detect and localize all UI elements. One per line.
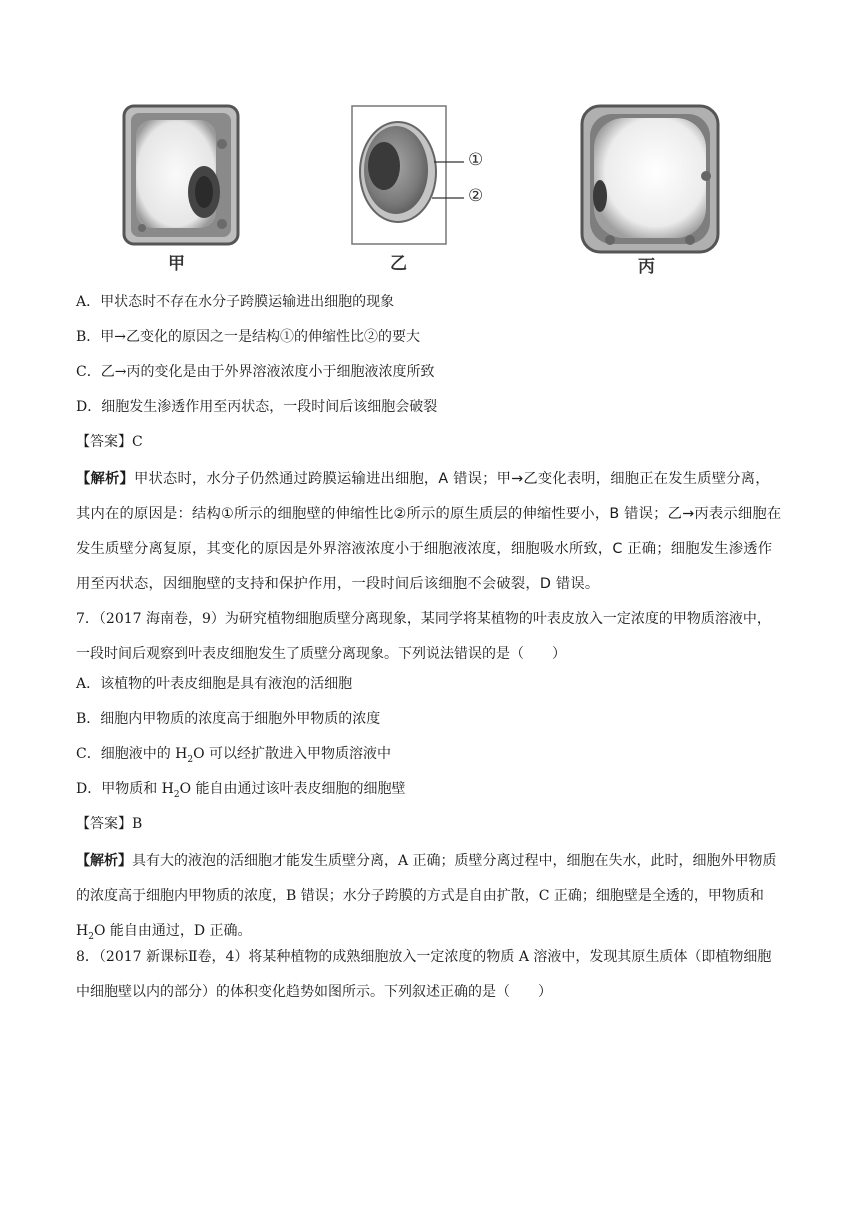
cell-jia-image xyxy=(122,104,240,246)
q6-analysis-text: 甲状态时，水分子仍然通过跨膜运输进出细胞，A 错误；甲→乙变化表明，细胞正在发生质壁分离，其内在的原因是：结构①所示的细胞壁的伸缩性比②所示的原生质层的伸缩性要小，B 错误；乙→丙表示细胞在发生质壁分离复原，其变化的原因是外界溶液浓度小于细胞液浓度，细胞吸水所致，C 正确；细胞发生渗透作用至丙状态，因细胞壁的支持和保护作用，一段时间后该细胞不会破裂，D 错误。 xyxy=(76,471,782,592)
cell-bing-image xyxy=(580,104,720,254)
q7-option-b: B．细胞内甲物质的浓度高于细胞外甲物质的浓度 xyxy=(76,711,381,727)
q7-analysis: 【解析】具有大的液泡的活细胞才能发生质壁分离，A 正确；质壁分离过程中，细胞在失水，此时，细胞外甲物质的浓度高于细胞内甲物质的浓度，B 错误；水分子跨膜的方式是自由扩散，C 正确；细胞壁是全透的，甲物质和 $H_2O$ 能自由通过，D 正确。 xyxy=(76,853,777,942)
q7-option-c: C．细胞液中的 $H_2O$ 可以经扩散进入甲物质溶液中 xyxy=(76,746,392,765)
q6-option-a: A．甲状态时不存在水分子跨膜运输进出细胞的现象 xyxy=(76,294,395,310)
figure-label-bing: 丙 xyxy=(638,257,655,277)
q7-stem: 7．（2017 海南卷，9）为研究植物细胞质壁分离现象，某同学将某植物的叶表皮放入一定浓度的甲物质溶液中，一段时间后观察到叶表皮细胞发生了质壁分离现象。下列说法错误的是（ ） xyxy=(76,611,771,662)
q7-option-a: A．该植物的叶表皮细胞是具有液泡的活细胞 xyxy=(76,676,353,692)
q6-analysis xyxy=(76,462,782,602)
q6-answer: 【答案】C xyxy=(76,434,143,450)
q6-analysis-tag: 【解析】 xyxy=(76,471,134,487)
q6-option-d: D．细胞发生渗透作用至丙状态，一段时间后该细胞会破裂 xyxy=(76,399,438,415)
callout-2: ② xyxy=(468,186,484,206)
q7-analysis-tag: 【解析】 xyxy=(76,853,132,869)
callout-1: ① xyxy=(468,150,484,170)
q6-option-c: C．乙→丙的变化是由于外界溶液浓度小于细胞液浓度所致 xyxy=(76,364,435,380)
figure-label-jia: 甲 xyxy=(168,254,185,274)
cell-figure xyxy=(110,104,730,277)
q6-option-b: B．甲→乙变化的原因之一是结构①的伸缩性比②的要大 xyxy=(76,329,421,345)
q8-stem: 8．（2017 新课标Ⅱ卷，4）将某种植物的成熟细胞放入一定浓度的物质 A 溶液中，发现其原生质体（即植物细胞中细胞壁以内的部分）的体积变化趋势如图所示。下列叙述正确的是（ ） xyxy=(76,949,772,1000)
q7-option-d: D．甲物质和 $H_2O$ 能自由通过该叶表皮细胞的细胞壁 xyxy=(76,781,406,800)
cell-yi-image xyxy=(350,104,530,246)
figure-label-yi: 乙 xyxy=(390,254,407,274)
q7-answer: 【答案】B xyxy=(76,816,143,832)
